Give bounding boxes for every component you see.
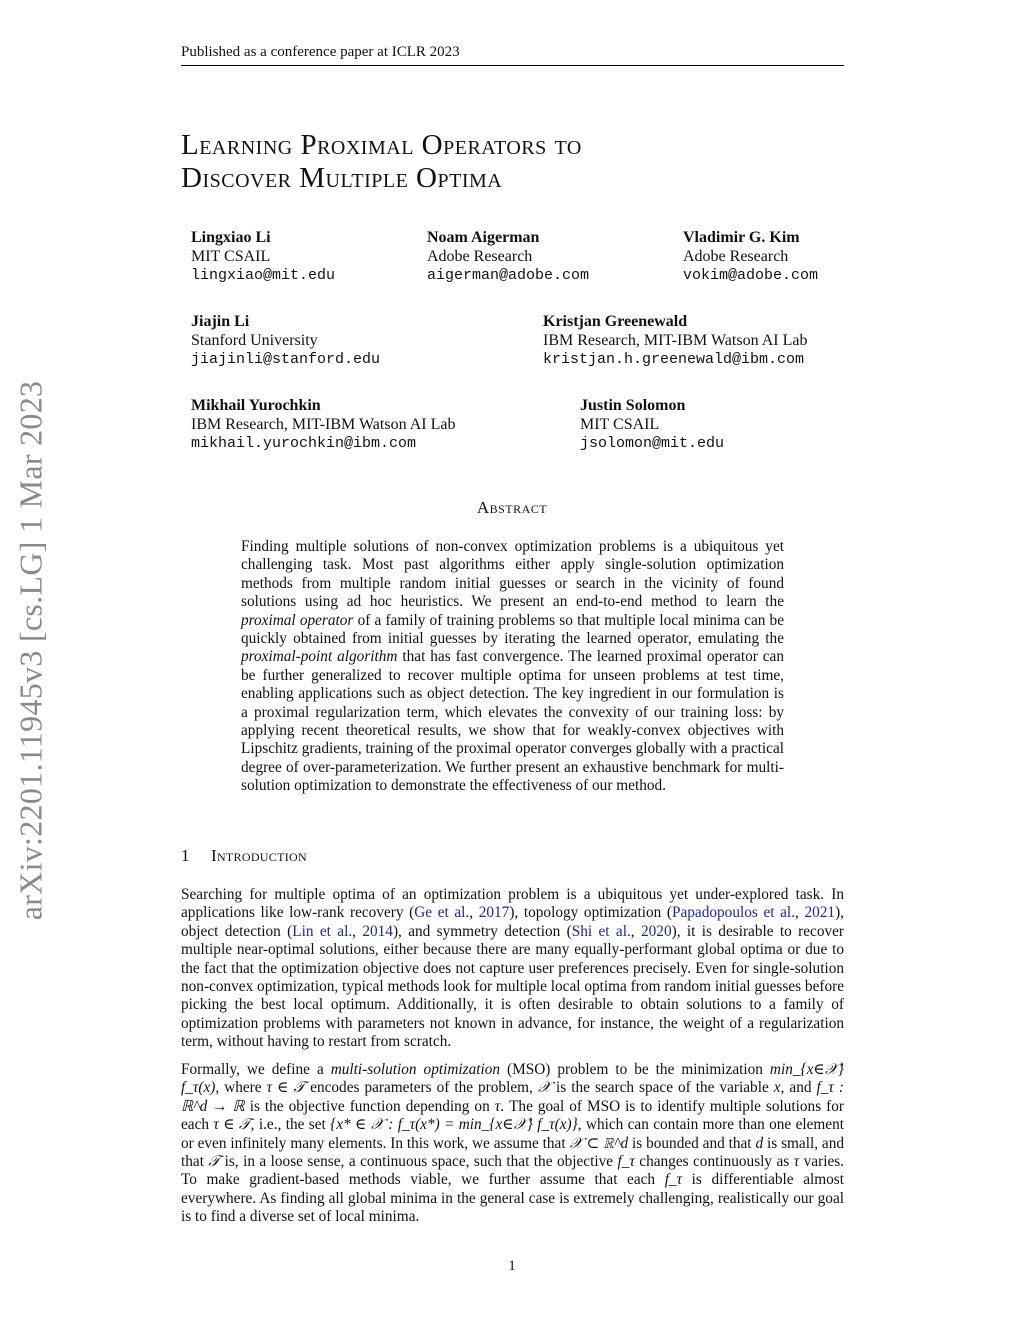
math: f_τ : ℝ^d → ℝ (181, 1079, 844, 1115)
math: {x* ∈ 𝒳 : f_τ(x*) = min_{x∈𝒳} f_τ(x)} (330, 1116, 578, 1134)
math: x (773, 1079, 781, 1097)
author-name: Lingxiao Li (191, 229, 271, 246)
author-affiliation: Adobe Research (427, 248, 533, 265)
arxiv-stamp (0, 370, 62, 930)
citation-link[interactable]: Lin et al. (292, 922, 353, 940)
math: 𝒯 (208, 1153, 221, 1171)
math: d (755, 1134, 764, 1152)
author-email[interactable]: aigerman@adobe.com (427, 267, 590, 284)
author-email[interactable]: kristjan.h.greenewald@ibm.com (543, 351, 805, 368)
author-email[interactable]: jiajinli@stanford.edu (191, 351, 381, 368)
math: τ (494, 1097, 501, 1115)
author-block (543, 312, 807, 369)
math: f_τ (664, 1171, 683, 1189)
author-name: Vladimir G. Kim (683, 229, 800, 246)
citation-year-link[interactable]: 2020 (641, 922, 672, 940)
author-name: Kristjan Greenewald (543, 313, 688, 330)
author-block (191, 228, 335, 285)
math: τ ∈ 𝒯 (213, 1116, 251, 1134)
math: 𝒳 ⊂ ℝ^d (569, 1134, 629, 1152)
citation-link[interactable]: Papadopoulos et al. (671, 904, 795, 922)
author-affiliation: Stanford University (191, 332, 318, 349)
author-block (427, 228, 589, 285)
intro-paragraph-2: Formally, we define a multi-solution optimization (MSO) problem to be the minimization min_{x∈𝒳} f_τ(x), where τ ∈ 𝒯 encodes parameters of the problem, 𝒳 is the search space of the variable x, and f_τ : ℝ^d → ℝ is the objective function depending on τ. The goal of MSO is to identify multiple solutions for each τ ∈ 𝒯, i.e., the set {x* ∈ 𝒳 : f_τ(x*) = min_{x∈𝒳} f_τ(x)}, which can contain more than one element or even infinitely many elements. In this work, we assume that 𝒳 ⊂ ℝ^d is bounded and that d is small, and that 𝒯 is, in a loose sense, a continuous space, such that the objective f_τ changes continuously as τ varies. To make gradient-based methods viable, we further assume that each f_τ is differentiable almost everywhere. As finding all global minima in the general case is extremely challenging, realistically our goal is to find a diverse set of local minima. (181, 1061, 845, 1226)
paper-title (181, 129, 582, 195)
author-name: Justin Solomon (580, 397, 686, 414)
author-block (580, 396, 724, 453)
section-title: Introduction (211, 846, 307, 865)
intro-paragraph-1: Searching for multiple optima of an optimization problem is a ubiquitous yet under-explored task. In applications like low-rank recovery (Ge et al., 2017), topology optimization (Papadopoulos et al., 2021), object detection (Lin et al., 2014), and symmetry detection (Shi et al., 2020), it is desirable to recover multiple near-optimal solutions, either because there are many equally-performant global optima or due to the fact that the optimization objective does not capture user preferences precisely. Even for single-solution non-convex optimization, typical methods look for multiple local optima from random initial guesses before picking the best local optimum. Additionally, it is often desirable to obtain solutions to a family of optimization problems with parameters not known in advance, for instance, the weight of a regularization term, without having to restart from scratch. (181, 886, 845, 1051)
emphasis: proximal operator (241, 611, 354, 629)
abstract-text: Finding multiple solutions of non-convex optimization problems is a ubiquitous yet challenging task. Most past algorithms either apply single-solution optimization methods from multiple random initial guesses or search in the vicinity of found solutions using ad hoc heuristics. We present an end-to-end method to learn the proximal operator of a family of training problems so that multiple local minima can be quickly obtained from initial guesses by iterating the learned operator, emulating the proximal-point algorithm that has fast convergence. The learned proximal operator can be further generalized to recover multiple optima for unseen problems at test time, enabling applications such as object detection. The key ingredient in our formulation is a proximal regularization term, which elevates the convexity of our training loss: by applying recent theoretical results, we show that for weakly-convex objectives with Lipschitz gradients, training of the proximal operator converges globally with a practical degree of over-parameterization. We further present an exhaustive benchmark for multi-solution optimization to demonstrate the effectiveness of our method. (241, 538, 784, 795)
emphasis: proximal-point algorithm (241, 648, 398, 666)
title-line-1: Learning Proximal Operators to (181, 129, 582, 161)
author-name: Jiajin Li (191, 313, 250, 330)
author-affiliation: IBM Research, MIT-IBM Watson AI Lab (543, 332, 808, 349)
arxiv-id: arXiv:2201.11945v3 [cs.LG] 1 Mar 2023 (12, 380, 49, 920)
author-affiliation: Adobe Research (683, 248, 789, 265)
author-affiliation: MIT CSAIL (580, 416, 660, 433)
author-affiliation: IBM Research, MIT-IBM Watson AI Lab (191, 416, 456, 433)
author-email[interactable]: jsolomon@mit.edu (580, 435, 725, 452)
math: τ (793, 1153, 800, 1171)
citation-year-link[interactable]: 2014 (362, 922, 393, 940)
math: 𝒳 (537, 1079, 552, 1097)
author-email[interactable]: mikhail.yurochkin@ibm.com (191, 435, 417, 452)
citation-year-link[interactable]: 2017 (478, 904, 510, 922)
author-name: Mikhail Yurochkin (191, 397, 321, 414)
author-block (191, 396, 455, 453)
author-block (191, 312, 380, 369)
math: min_{x∈𝒳} f_τ(x) (181, 1061, 845, 1097)
section-heading (181, 846, 307, 866)
running-head: Published as a conference paper at ICLR 2023 (181, 44, 460, 60)
author-email[interactable]: lingxiao@mit.edu (191, 267, 336, 284)
abstract-heading: Abstract (476, 498, 548, 517)
title-line-2: Discover Multiple Optima (181, 162, 503, 194)
emphasis: multi-solution optimization (330, 1061, 501, 1078)
math: f_τ (617, 1153, 635, 1171)
author-affiliation: MIT CSAIL (191, 248, 271, 265)
citation-link[interactable]: Shi et al. (571, 922, 631, 940)
author-block (683, 228, 818, 285)
section-number: 1 (181, 846, 190, 865)
author-name: Noam Aigerman (427, 229, 540, 246)
math: τ ∈ 𝒯 (266, 1079, 306, 1097)
citation-year-link[interactable]: 2021 (804, 904, 836, 922)
citation-link[interactable]: Ge et al. (414, 904, 470, 922)
page-number: 1 (508, 1258, 516, 1274)
header-rule (181, 65, 844, 66)
author-email[interactable]: vokim@adobe.com (683, 267, 819, 284)
